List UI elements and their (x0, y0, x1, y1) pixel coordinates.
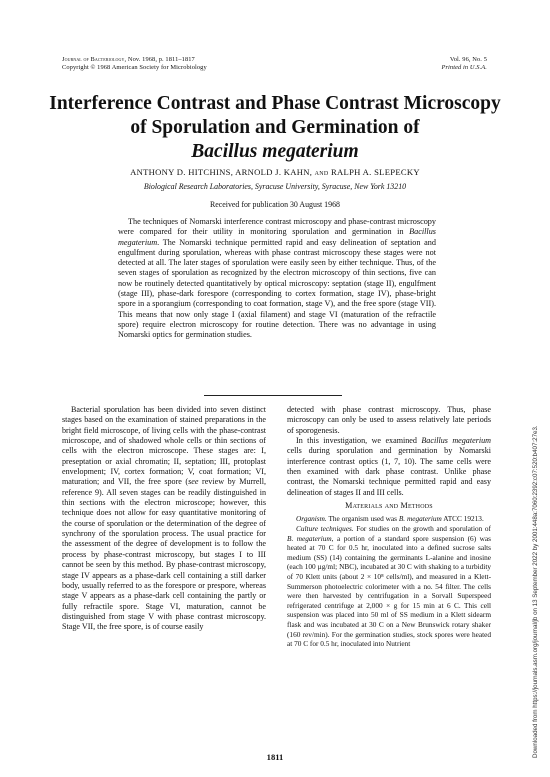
culture-heading: Culture techniques. (296, 524, 354, 534)
culture-paragraph (287, 524, 491, 649)
organism-text-1: The organism used was (326, 514, 399, 524)
culture-organism: B. megaterium (287, 533, 332, 543)
copyright-line: Copyright © 1968 American Society for Microbiology (62, 64, 207, 71)
intro-paragraph (62, 405, 266, 633)
author-list (40, 167, 510, 177)
investigation-paragraph (287, 436, 491, 498)
investigation-text-2: cells during sporulation and germination by Nomarski interference contrast optics (1, 7, 10). The same cells were then examined with dark phase contrast. Unlike phase contrast, the Nomarski technique permitted rapid and easy delineation of stages II and III cells. (287, 446, 491, 497)
received-date: Received for publication 30 August 1968 (210, 200, 340, 209)
intro-continuation: detected with phase contrast microscopy. Thus, phase microscopy can only be used to assess relatively late periods of sporogenesis. (287, 405, 491, 435)
author-conjunction: and (314, 167, 329, 177)
article-title (40, 92, 510, 164)
abstract (118, 217, 436, 341)
investigation-text-1: In this investigation, we examined (296, 436, 422, 446)
intro-see: see (188, 477, 199, 487)
organism-text-2: ATCC 19213. (441, 514, 484, 524)
intro-text-1: Bacterial sporulation has been divided into seven distinct stages based on the examination of stained preparations in the bright field microscope, of living cells with the phase-contrast microscope, and of shadowed whole cells or thin sections of cells with the electron microscope. These stages are: I, preseptation or axial chromatin; II, septation; III, protoplast envelopment; IV, cortex formation; V, coat formation; VI, maturation; and VII, the free spore ( (62, 405, 266, 487)
title-organism: Bacillus megaterium (191, 141, 359, 162)
title-line-1: Interference Contrast and Phase Contrast Microscopy (49, 93, 501, 114)
issue-info: , Nov. 1968, p. 1811–1817 (124, 56, 195, 63)
author-names-1: ANTHONY D. HITCHINS, ARNOLD J. KAHN, (130, 167, 313, 177)
journal-name: Journal of Bacteriology (62, 56, 125, 63)
section-heading-methods: Materials and Methods (345, 501, 433, 511)
title-line-2: of Sporulation and Germination of (130, 117, 420, 138)
affiliation: Biological Research Laboratories, Syracuse University, Syracuse, New York 13210 (143, 182, 407, 191)
author-names-2: RALPH A. SLEPECKY (331, 167, 420, 177)
organism-paragraph (287, 514, 491, 524)
culture-text-2: , a portion of a standard spore suspension (6) was heated at 70 C for 0.5 hr, inoculated into a defined sucrose salts medium (SS) (14) containing the germinants L-alanine and inosine (each 100 µg/ml; NBC), incubated at 30 C with shaking to a turbidity of 70 Klett units (about 2 × 10⁸ cells/ml), and measured in a Klett-Summerson photoelectric colorimeter with a no. 54 filter. The cells were then harvested by centrifugation in a Sorvall Superspeed refrigerated centrifuge at 2,000 × g for 15 min at 6 C. This cell suspension was placed into 50 ml of SS medium in a Klett sidearm flask and was incubated at 30 C on a New Brunswick rotary shaker (160 rev/min). For the germination studies, stock spores were heated at 70 C for 0.5 hr, inoculated into Nutrient (287, 533, 491, 649)
printed-in: Printed in U.S.A. (441, 64, 487, 71)
organism-name: B. megaterium (398, 514, 442, 524)
running-header-left (62, 56, 207, 72)
investigation-organism: Bacillus megaterium (421, 436, 491, 446)
abstract-text-1: The techniques of Nomarski interference contrast microscopy and phase-contrast microscopy were compared for their utility in monitoring sporulation and germination in (118, 217, 436, 237)
body-column-left (62, 405, 266, 633)
section-divider (204, 395, 342, 396)
culture-text-1: For studies on the growth and sporulation of (353, 524, 491, 534)
intro-text-2: review by Murrell, reference 9). All seven stages can be readily distinguished in thin sections with the electron microscope; however, this technique does not allow for easy quantitative monitoring of the course of sporulation or the determination of the degree of synchrony of the sporulation process. The usual practice for the assessment of the degree of development is to follow the process by phase-contrast microscopy, but stages I to III cannot be seen by this method. By phase-contrast microscopy, stage IV appears as a phase-dark cell containing a still darker body, usually referred to as the forespore or prespore, whereas stage V appears as a phase-dark cell containing the partly or fully refractile spore. Stage VI, maturation, cannot be distinguished from stage V with phase contrast microscopy. Stage VII, the free spore, is of course easily (62, 477, 266, 632)
abstract-organism: Bacillus megaterium (118, 227, 436, 247)
download-watermark: Downloaded from https://journals.asm.org/journal/jb on 13 September 2022 by 2001:448a:7060:2392:c07:520:b407:27e3. (532, 425, 539, 758)
page-number: 1811 (266, 752, 284, 762)
running-header-right (441, 56, 487, 72)
volume-info: Vol. 96, No. 5 (449, 56, 487, 63)
abstract-text-2: . The Nomarski technique permitted rapid and easy delineation of septation and engulfment during sporulation, whereas with phase contrast microscopy these stages were not detected at all. The later stages of sporulation were easily seen by either technique. Thus, of the seven stages of sporulation as recognized by the electron microscopy of thin sections, five can now be routinely detected quantitatively by optical microscopy: septation (stage II), engulfment (stage III), phase-dark forespore (corresponding to cortex formation, stage IV), phase-bright spore in a sporangium (corresponding to coat formation, stage V), and the free spore (stage VII). This means that now only stage I (axial filament) and stage VI (maturation of the refractile spore) require electron microscopy for routine detection. There was no advantage in using Nomarski optics for germination studies. (118, 237, 436, 340)
organism-heading: Organism. (296, 514, 327, 524)
body-column-right (287, 405, 491, 649)
